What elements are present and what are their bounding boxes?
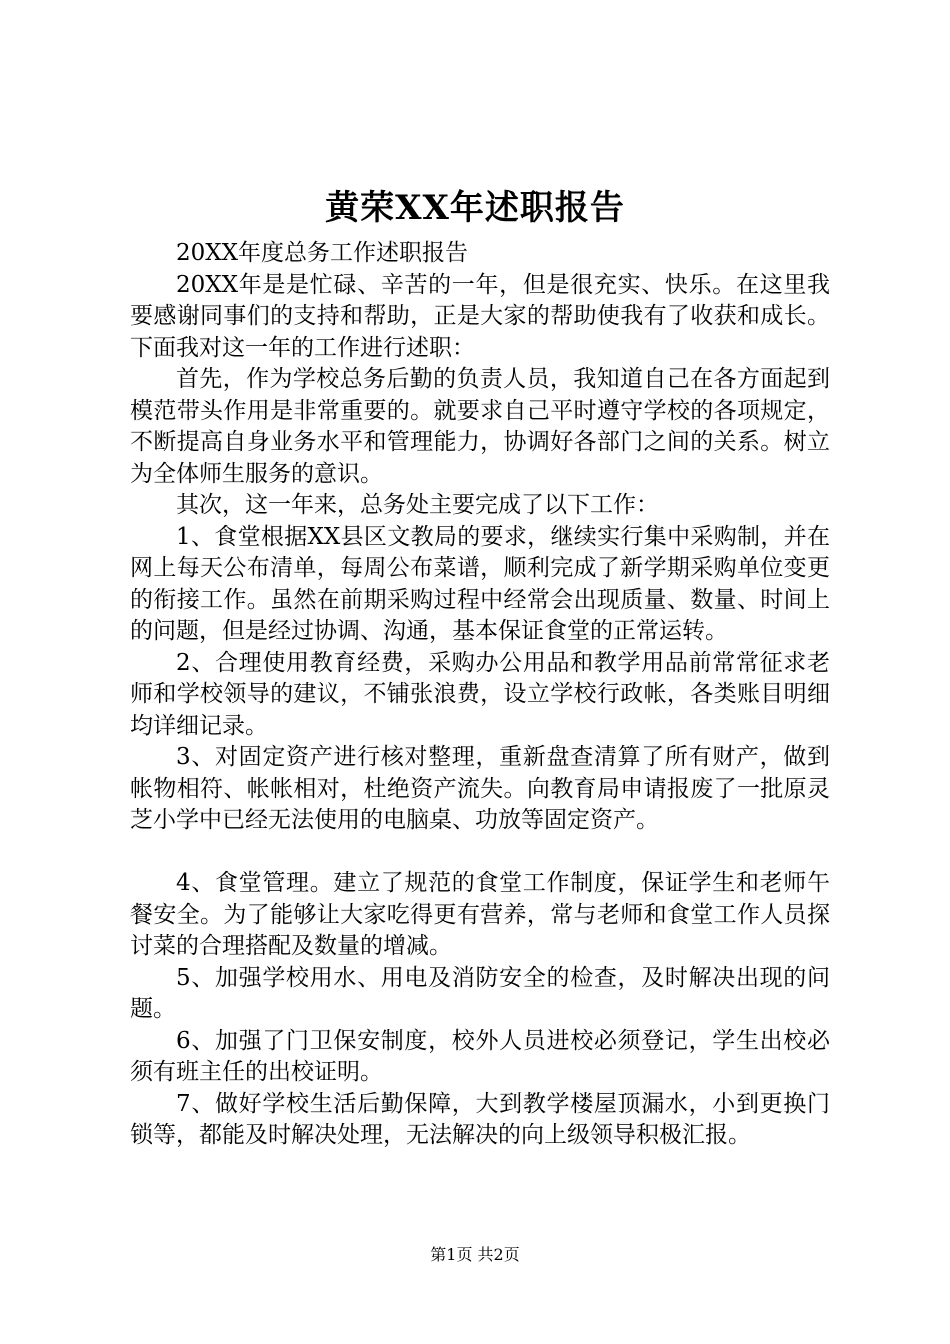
paragraph-subtitle: 20XX年度总务工作述职报告 xyxy=(176,240,469,266)
paragraph-first: 首先，作为学校总务后勤的负责人员，我知道自己在各方面起到模范带头作用是非常重要的。就要求自己平时遵守学校的各项规定，不断提高自身业务水平和管理能力，协调好各部门之间的关系。树立为全体师生服务的意识。 xyxy=(130,366,830,487)
paragraph-second: 其次，这一年来，总务处主要完成了以下工作： xyxy=(176,492,659,518)
paragraph-item-6: 6、加强了门卫保安制度，校外人员进校必须登记，学生出校必须有班主任的出校证明。 xyxy=(130,1027,830,1085)
paragraph-item-7: 7、做好学校生活后勤保障，大到教学楼屋顶漏水，小到更换门锁等，都能及时解决处理，无法解决的向上级领导积极汇报。 xyxy=(130,1090,830,1148)
paragraph-item-1: 1、食堂根据XX县区文教局的要求，继续实行集中采购制，并在网上每天公布清单，每周公布菜谱，顺利完成了新学期采购单位变更的衔接工作。虽然在前期采购过程中经常会出现质量、数量、时间上的问题，但是经过协调、沟通，基本保证食堂的正常运转。 xyxy=(130,523,830,644)
page-footer: 第1页 共2页 xyxy=(430,1245,520,1264)
document-body xyxy=(130,238,830,1152)
paragraph-item-2: 2、合理使用教育经费，采购办公用品和教学用品前常常征求老师和学校领导的建议，不铺张浪费，设立学校行政帐，各类账目明细均详细记录。 xyxy=(130,649,830,739)
paragraph-intro: 20XX年是是忙碌、辛苦的一年，但是很充实、快乐。在这里我要感谢同事们的支持和帮助，正是大家的帮助使我有了收获和成长。下面我对这一年的工作进行述职： xyxy=(130,271,830,361)
paragraph-item-4: 4、食堂管理。建立了规范的食堂工作制度，保证学生和老师午餐安全。为了能够让大家吃得更有营养，常与老师和食堂工作人员探讨菜的合理搭配及数量的增减。 xyxy=(130,870,830,959)
paragraph-item-5: 5、加强学校用水、用电及消防安全的检查，及时解决出现的问题。 xyxy=(130,964,830,1022)
document-title: 黄荣XX年述职报告 xyxy=(325,188,625,228)
paragraph-item-3: 3、对固定资产进行核对整理，重新盘查清算了所有财产，做到帐物相符、帐帐相对，杜绝资产流失。向教育局申请报废了一批原灵芝小学中已经无法使用的电脑桌、功放等固定资产。 xyxy=(130,744,830,833)
